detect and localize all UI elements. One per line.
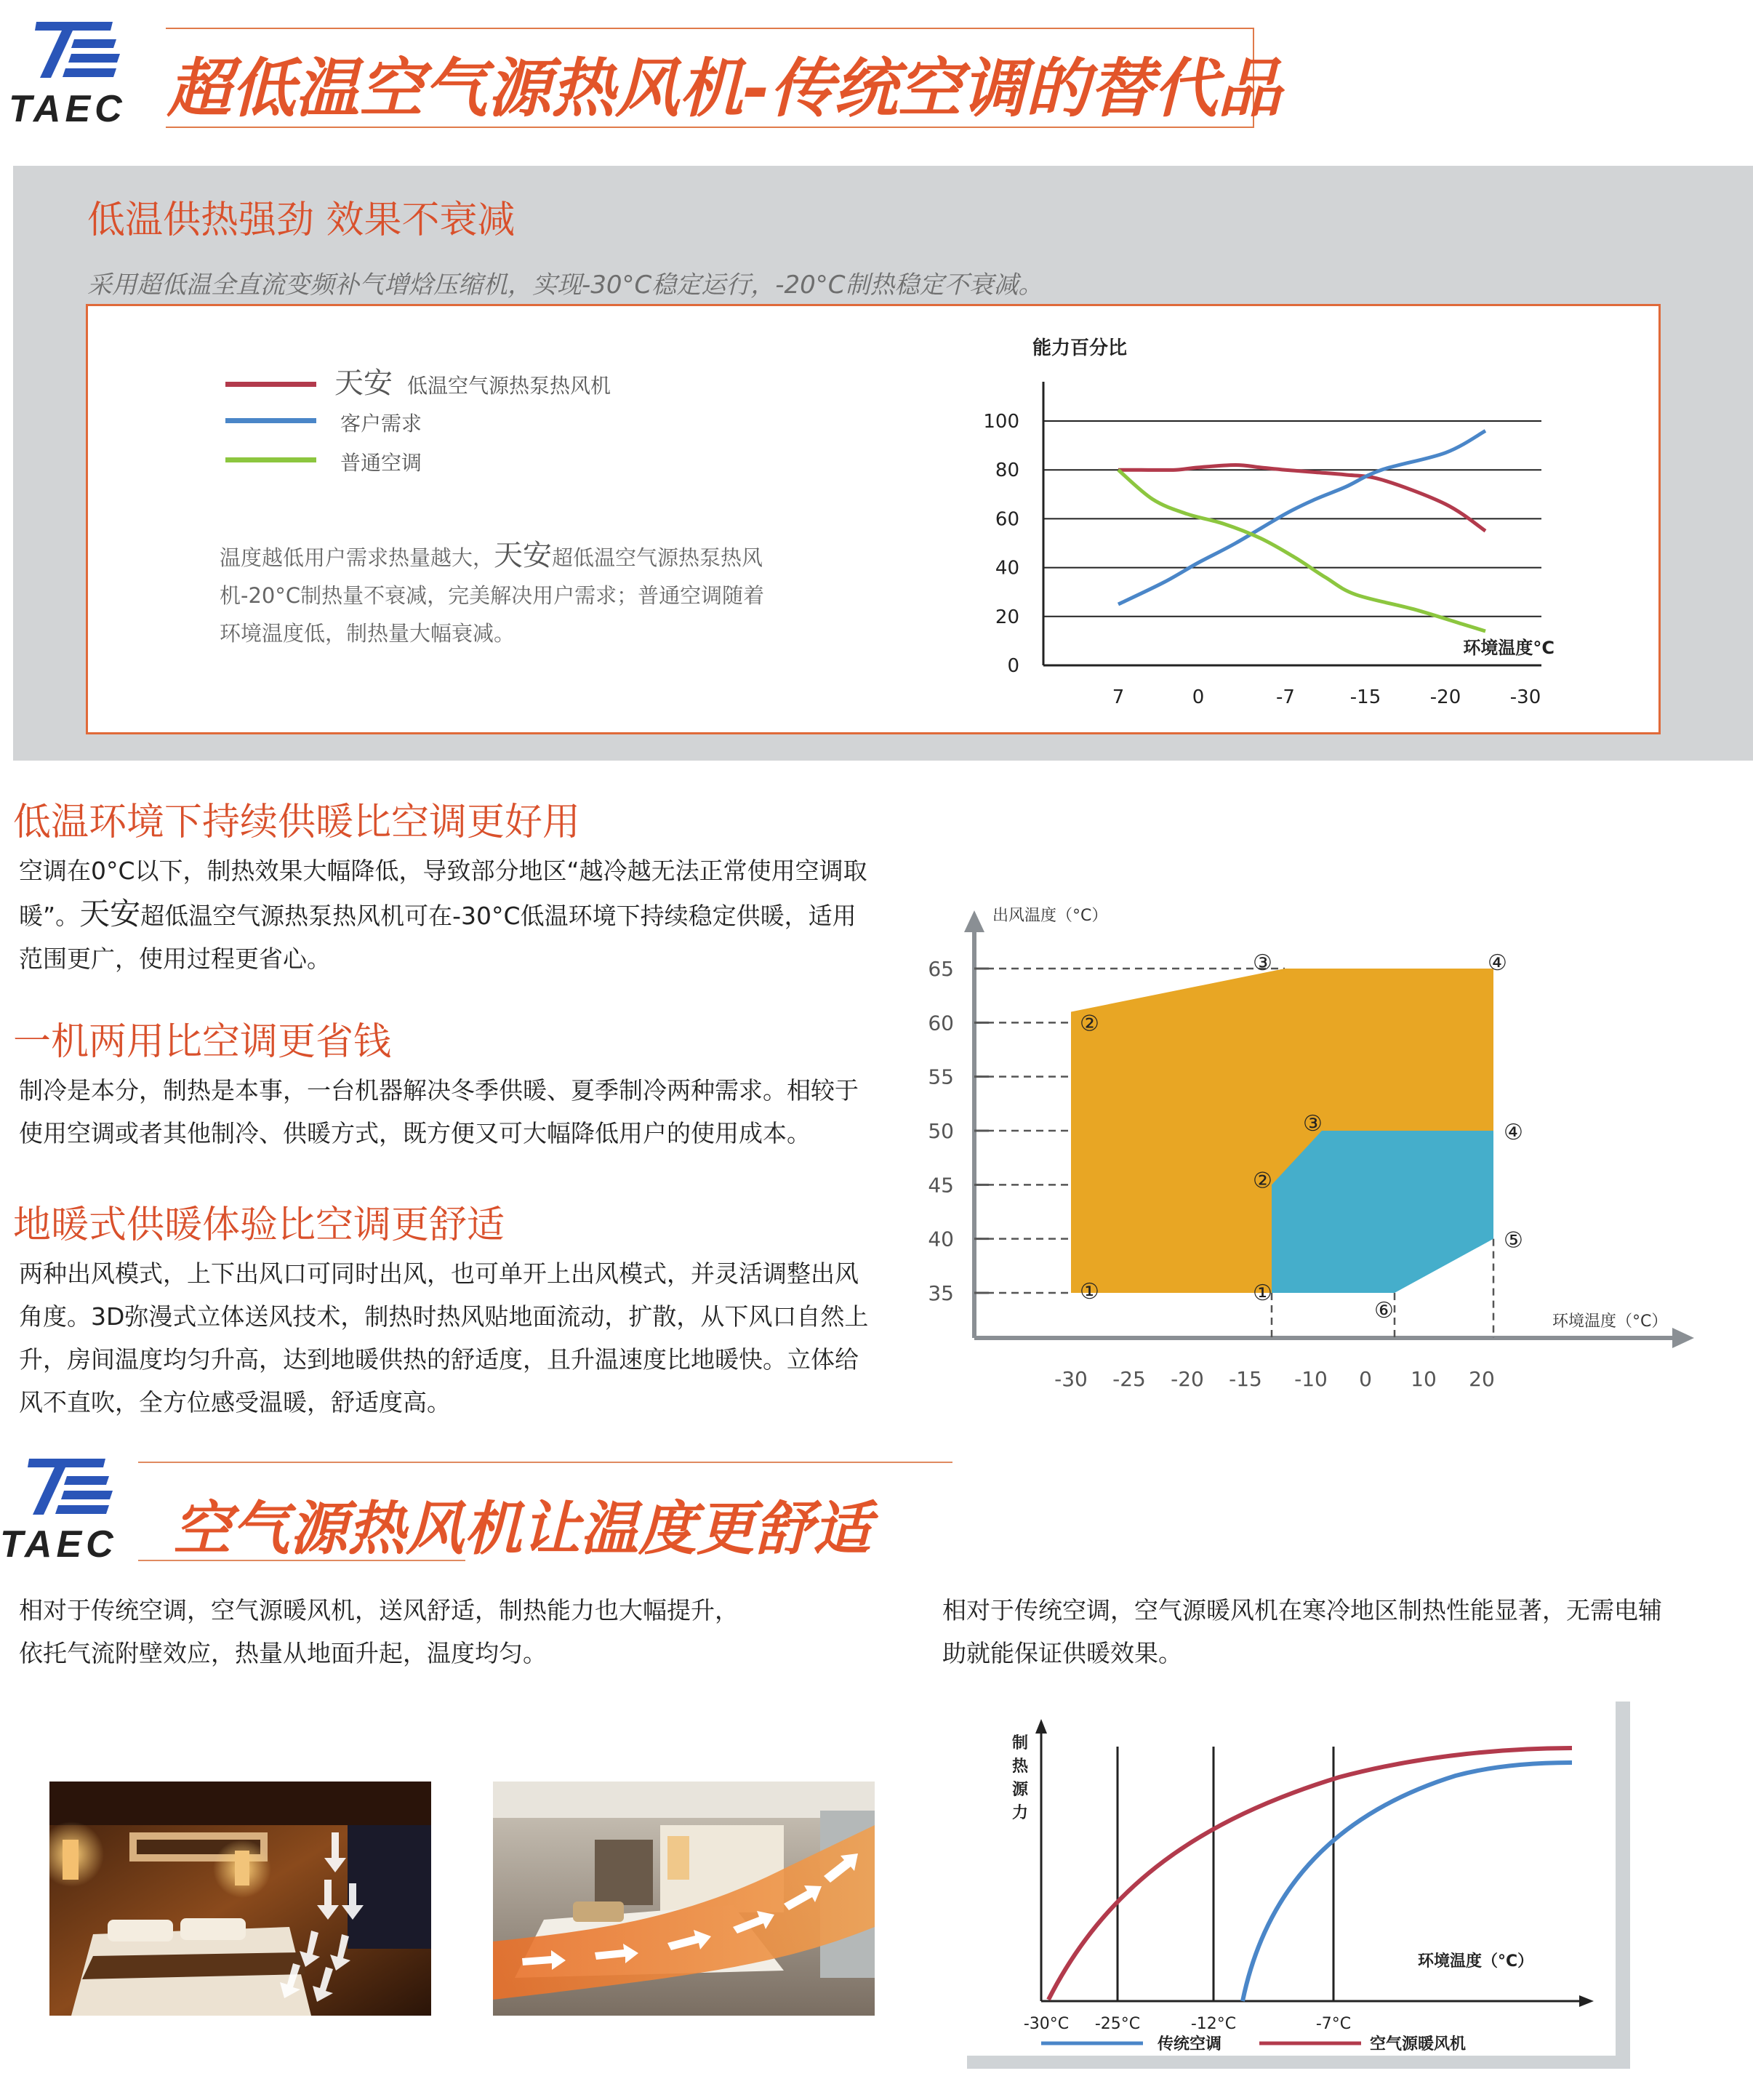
- body-line: 依托气流附壁效应，热量从地面升起，温度均匀。: [19, 1639, 547, 1667]
- x-tick-label: -15: [1229, 1367, 1262, 1389]
- body-line: 助就能保证供暖效果。: [942, 1639, 1182, 1667]
- body-line: 使用空调或者其他制冷、供暖方式，既方便又可大幅降低用户的使用成本。: [19, 1119, 811, 1147]
- legend-line: [225, 418, 316, 423]
- point-label: ③: [1253, 950, 1272, 976]
- y-tick-label: 40: [928, 1227, 954, 1251]
- bottom-right-text: [942, 1589, 1749, 1675]
- legend-label: 传统空调: [1158, 2035, 1222, 2053]
- y-axis-label-char: 热: [1012, 1758, 1029, 1776]
- x-tick-label: -7: [1276, 686, 1295, 708]
- header: [0, 0, 1753, 138]
- x-tick-label: 7: [1112, 686, 1125, 708]
- y-tick-label: 100: [983, 411, 1019, 433]
- point-label: ③: [1303, 1111, 1323, 1137]
- legend-line: [225, 457, 316, 462]
- y-tick-label: 55: [928, 1065, 954, 1089]
- x-axis-label: 环境温度°C: [1463, 638, 1555, 658]
- page-title: 超低温空气源热风机-传统空调的替代品: [167, 51, 1282, 126]
- body-line: 相对于传统空调，空气源暖风机，送风舒适，制热能力也大幅提升，: [19, 1596, 739, 1624]
- x-tick-label: -20: [1429, 686, 1461, 708]
- desc-brand: 天安: [494, 539, 553, 572]
- x-tick-label: -10: [1294, 1367, 1328, 1389]
- section-body: [19, 1252, 957, 1424]
- y-tick-label: 50: [928, 1119, 954, 1143]
- legend-label: 空气源暖风机: [1370, 2035, 1467, 2053]
- body-line: 空调在0°C以下，制热效果大幅降低，导致部分地区“越冷越无法正常使用空调取: [19, 857, 867, 885]
- series-line: [1118, 470, 1485, 631]
- x-tick-label: -20: [1171, 1367, 1204, 1389]
- chart-description: [220, 537, 859, 652]
- point-label: ②: [1253, 1168, 1272, 1194]
- body-line: 制冷是本分，制热是本事，一台机器解决冬季供暖、夏季制冷两种需求。相较于: [19, 1076, 859, 1105]
- point-label: ④: [1504, 1120, 1523, 1145]
- x-tick-label: -12°C: [1190, 2015, 1237, 2033]
- panel-subtitle: 采用超低温全直流变频补气增焓压缩机，实现-30°C稳定运行，-20°C制热稳定不衰减。: [87, 270, 1043, 300]
- x-tick-label: -25: [1112, 1367, 1146, 1389]
- body-line: 角度。3D弥漫式立体送风技术，制热时热风贴地面流动，扩散，从下风口自然上: [19, 1302, 869, 1331]
- body-line: 两种出风模式，上下出风口可同时出风，也可单开上出风模式，并灵活调整出风: [19, 1259, 859, 1288]
- y-tick-label: 65: [928, 957, 954, 981]
- y-tick-label: 45: [928, 1173, 954, 1198]
- section-title: 空气源热风机让温度更舒适: [173, 1495, 871, 1563]
- x-tick-label: -30: [1509, 686, 1541, 708]
- point-label: ①: [1253, 1281, 1272, 1306]
- body-line: 相对于传统空调，空气源暖风机在寒冷地区制热性能显著，无需电辅: [942, 1596, 1662, 1624]
- x-tick-label: 0: [1192, 686, 1205, 708]
- legend-brand: 天安: [334, 366, 393, 400]
- panel-heading: 低温供热强劲 效果不衰减: [87, 199, 516, 242]
- capacity-chart: [974, 324, 1578, 716]
- bedroom-illustration: [49, 1782, 431, 2016]
- y-axis-label-char: 源: [1012, 1781, 1029, 1799]
- bedroom-photo-down-flow: [49, 1782, 431, 2016]
- y-axis-label: 能力百分比: [1032, 337, 1128, 359]
- y-tick-label: 20: [995, 606, 1019, 628]
- section-heading: 地暖式供暖体验比空调更舒适: [13, 1203, 505, 1247]
- desc-line: 机-20°C制热量不衰减，完美解决用户需求；普通空调随着: [220, 583, 765, 608]
- x-tick-label: -30: [1054, 1367, 1088, 1389]
- y-axis-label-char: 力: [1012, 1804, 1029, 1822]
- x-tick-label: 10: [1411, 1367, 1437, 1389]
- section-body: [19, 1069, 957, 1155]
- logo-text: TAEC: [9, 88, 127, 130]
- section-heading: 一机两用比空调更省钱: [13, 1020, 392, 1064]
- divider-line: [138, 1462, 952, 1463]
- series-line: [1118, 465, 1485, 531]
- operating-range-chart: [923, 894, 1709, 1389]
- taec-logo-icon: [22, 1453, 116, 1526]
- point-label: ④: [1488, 950, 1507, 976]
- x-axis-label: 环境温度（°C）: [1418, 1952, 1534, 1971]
- y-tick-label: 60: [928, 1011, 954, 1035]
- body-text: 暖”。: [19, 902, 80, 930]
- y-axis-label: 出风温度（°C）: [992, 907, 1108, 925]
- y-tick-label: 40: [995, 557, 1019, 580]
- section-heading: 低温环境下持续供暖比空调更好用: [13, 801, 581, 844]
- body-line: 范围更广，使用过程更省心。: [19, 945, 331, 973]
- bedroom-photo-floor-flow: [493, 1782, 875, 2016]
- body-text: 超低温空气源热泵热风机可在-30°C低温环境下持续稳定供暖，适用: [140, 902, 857, 930]
- chart-legend: [225, 360, 734, 484]
- point-label: ⑤: [1504, 1227, 1523, 1254]
- bottom-left-text: [19, 1589, 913, 1675]
- brand-text: 天安: [79, 896, 141, 931]
- legend-label: 低温空气源热泵热风机: [407, 374, 611, 398]
- x-axis-arrow: [1672, 1328, 1694, 1348]
- taec-logo-icon: [29, 16, 124, 89]
- desc-line: 环境温度低，制热量大幅衰减。: [220, 621, 516, 646]
- heating-capacity-chart: [961, 1696, 1624, 2063]
- point-label: ⑥: [1374, 1298, 1394, 1323]
- x-tick-label: -30°C: [1023, 2015, 1070, 2033]
- series-line: [1118, 430, 1485, 604]
- legend-item: [225, 405, 734, 441]
- legend-item: [225, 444, 734, 481]
- y-tick-label: 35: [928, 1281, 954, 1305]
- legend-label: 普通空调: [340, 451, 422, 475]
- operating-region: [1272, 1131, 1493, 1293]
- y-axis-label-char: 制: [1012, 1734, 1029, 1752]
- x-tick-label: 20: [1469, 1367, 1495, 1389]
- x-tick-label: -25°C: [1094, 2015, 1141, 2033]
- y-tick-label: 80: [995, 460, 1019, 482]
- section-body: [19, 849, 957, 980]
- y-axis-arrow: [964, 910, 984, 932]
- desc-text: 超低温空气源热泵热风: [552, 545, 763, 570]
- y-tick-label: 0: [1007, 655, 1019, 677]
- header-2: [0, 1447, 960, 1571]
- x-tick-label: 0: [1359, 1367, 1372, 1389]
- body-line: 升，房间温度均匀升高，达到地暖供热的舒适度，且升温速度比地暖快。立体给: [19, 1345, 859, 1374]
- legend-line: [225, 382, 316, 387]
- bedroom-illustration: [493, 1782, 875, 2016]
- legend-label: 客户需求: [340, 412, 422, 436]
- logo-text: TAEC: [0, 1523, 118, 1566]
- x-tick-label: -15: [1349, 686, 1381, 708]
- point-label: ①: [1080, 1279, 1099, 1305]
- x-tick-label: -7°C: [1315, 2015, 1352, 2033]
- body-line: 风不直吹，全方位感受温暖，舒适度高。: [19, 1388, 451, 1416]
- point-label: ②: [1080, 1011, 1099, 1037]
- legend-item: [225, 360, 734, 401]
- desc-text: 温度越低用户需求热量越大，: [220, 545, 494, 570]
- y-tick-label: 60: [995, 508, 1019, 531]
- x-axis-label: 环境温度（°C）: [1552, 1312, 1668, 1331]
